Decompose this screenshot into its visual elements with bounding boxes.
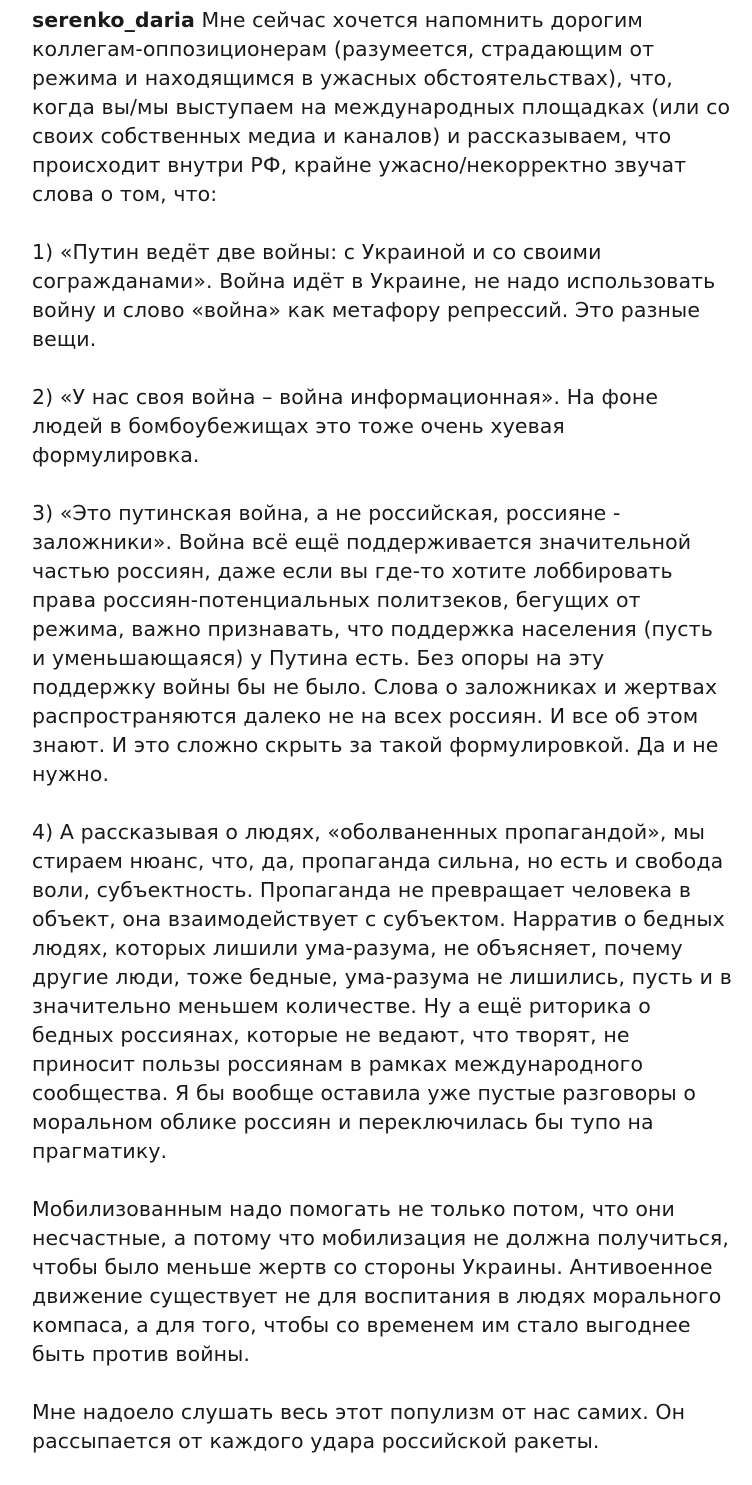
- post-caption: [32, 6, 732, 1485]
- paragraph-point-4: 4) А рассказывая о людях, «оболваненных пропагандой», мы стираем нюанс, что, да, пропаганда сильна, но есть и свобода воли, субъектность. Пропаганда не превращает человека в объект, она взаимодействует с субъектом. Нарратив о бедных людях, которых лишили ума-разума, не объясняет, почему другие люди, тоже бедные, ума-разума не лишились, пусть и в значительно меньшем количестве. Ну а ещё риторика о бедных россиянах, которые не ведают, что творят, не приносит пользы россиянам в рамках международного сообщества. Я бы вообще оставила уже пустые разговоры о моральном облике россиян и переключилась бы тупо на прагматику.: [32, 820, 732, 1163]
- paragraph-point-1: 1) «Путин ведёт две войны: с Украиной и со своими согражданами». Война идёт в Украине, не надо использовать войну и слово «война» как метафору репрессий. Это разные вещи.: [32, 240, 716, 351]
- paragraph-point-2: 2) «У нас своя война – война информационная». На фоне людей в бомбоубежищах это тоже очень хуевая формулировка.: [32, 385, 659, 467]
- paragraph-conclusion: Мне надоело слушать весь этот популизм от нас самих. Он рассыпается от каждого удара российской ракеты.: [32, 1400, 686, 1453]
- paragraph-mobilized: Мобилизованным надо помогать не только потом, что они несчастные, а потому что мобилизация не должна получиться, чтобы было меньше жертв со стороны Украины. Антивоенное движение существует не для воспитания в людях морального компаса, а для того, чтобы со временем им стало выгоднее быть против войны.: [32, 1197, 729, 1366]
- paragraph-point-3: 3) «Это путинская война, а не российская, россияне - заложники». Война всё ещё поддерживается значительной частью россиян, даже если вы где-то хотите лоббировать права россиян-потенциальных политзеков, бегущих от режима, важно признавать, что поддержка населения (пусть и уменьшающаяся) у Путина есть. Без опоры на эту поддержку войны бы не было. Слова о заложниках и жертвах распространяются далеко не на всех россиян. И все об этом знают. И это сложно скрыть за такой формулировкой. Да и не нужно.: [32, 501, 719, 786]
- username-link[interactable]: serenko_daria: [32, 8, 195, 32]
- caption-intro: [32, 6, 732, 209]
- intro-text: Мне сейчас хочется напомнить дорогим коллегам-оппозиционерам (разумеется, страдающим от режима и находящимся в ужасных обстоятельствах), что, когда вы/мы выступаем на международных площадках (или со своих собственных медиа и каналов) и рассказываем, что происходит внутри РФ, крайне ужасно/некорректно звучат слова о том, что:: [32, 8, 731, 206]
